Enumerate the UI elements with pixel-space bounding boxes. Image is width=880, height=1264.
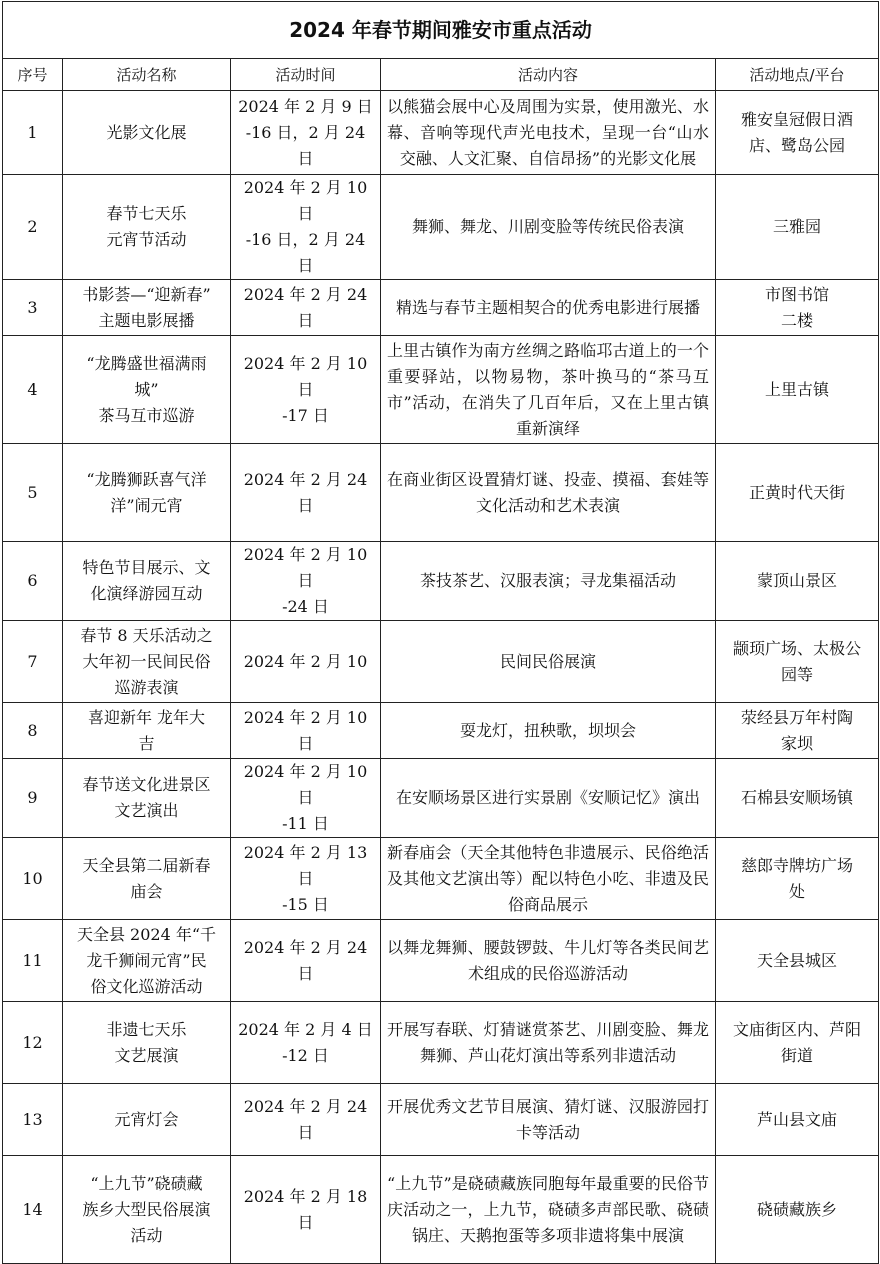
- cell-content: 新春庙会（天全其他特色非遗展示、民俗绝活及其他文艺演出等）配以特色小吃、非遗及民俗商品展示: [381, 838, 716, 920]
- name-line: 大年初一民间民俗: [82, 651, 211, 671]
- place-line: 颛顼广场、太极公: [733, 638, 862, 658]
- cell-place: [716, 621, 879, 703]
- cell-name: [63, 542, 231, 621]
- place-line: 二楼: [781, 310, 814, 330]
- cell-no: 3: [3, 280, 63, 336]
- time-line: -11 日: [282, 814, 329, 833]
- cell-name: [63, 444, 231, 542]
- cell-name: [63, 703, 231, 759]
- place-line: 街道: [781, 1045, 814, 1065]
- table-row: [3, 91, 879, 175]
- name-line: 非遗七天乐: [106, 1019, 187, 1039]
- cell-place: [716, 1002, 879, 1084]
- cell-content: 精选与春节主题相契合的优秀电影进行展播: [381, 280, 716, 336]
- time-line: 2024 年 2 月 24 日: [243, 1096, 368, 1142]
- name-line: 春节七天乐: [106, 204, 187, 223]
- cell-place: [716, 336, 879, 444]
- cell-name: [63, 1002, 231, 1084]
- cell-content: 民间民俗展演: [381, 621, 716, 703]
- header-place: 活动地点/平台: [716, 59, 879, 91]
- time-line: 2024 年 2 月 24 日: [243, 469, 368, 515]
- cell-no: 11: [3, 920, 63, 1002]
- cell-time: [231, 621, 381, 703]
- place-line: 石棉县安顺场镇: [741, 788, 854, 807]
- cell-name: [63, 1156, 231, 1264]
- header-content: 活动内容: [381, 59, 716, 91]
- place-line: 雅安皇冠假日酒: [741, 109, 854, 129]
- cell-name: [63, 920, 231, 1002]
- cell-no: 10: [3, 838, 63, 920]
- cell-no: 14: [3, 1156, 63, 1264]
- name-line: 吉: [138, 733, 155, 753]
- table-row: [3, 759, 879, 838]
- table-row: [3, 1156, 879, 1264]
- name-line: 春节 8 天乐活动之: [80, 625, 213, 645]
- place-line: 蒙顶山景区: [757, 571, 838, 590]
- cell-content: “上九节”是硗碛藏族同胞每年最重要的民俗节庆活动之一，上九节，硗碛多声部民歌、硗碛锅庄、天鹅抱蛋等多项非遗将集中展演: [381, 1156, 716, 1264]
- table-row: [3, 1002, 879, 1084]
- name-line: 天全县 2024 年“千: [76, 924, 217, 944]
- name-line: 喜迎新年 龙年大: [87, 707, 206, 727]
- cell-no: 7: [3, 621, 63, 703]
- cell-content: 以熊猫会展中心及周围为实景，使用激光、水幕、音响等现代声光电技术，呈现一台“山水交融、人文汇聚、自信昂扬”的光影文化展: [381, 91, 716, 175]
- name-line: 化演绎游园互动: [90, 584, 203, 603]
- cell-time: [231, 759, 381, 838]
- cell-no: 1: [3, 91, 63, 175]
- cell-name: [63, 336, 231, 444]
- cell-name: [63, 1084, 231, 1156]
- cell-name: [63, 838, 231, 920]
- place-line: 硗碛藏族乡: [757, 1199, 838, 1219]
- activities-table: [2, 1, 879, 1264]
- cell-time: [231, 1084, 381, 1156]
- name-line: 文艺演出: [114, 801, 179, 820]
- place-line: 园等: [781, 664, 814, 684]
- place-line: 慈郎寺牌坊广场: [741, 855, 854, 875]
- cell-place: [716, 703, 879, 759]
- name-line: 元宵灯会: [114, 1109, 179, 1129]
- name-line: 庙会: [130, 881, 163, 901]
- table-row: [3, 444, 879, 542]
- time-line: 2024 年 2 月 24 日: [243, 284, 368, 330]
- place-line: 荥经县万年村陶: [741, 707, 854, 727]
- time-line: 2024 年 2 月 13 日: [243, 842, 368, 888]
- cell-time: [231, 336, 381, 444]
- place-line: 正黄时代天街: [749, 482, 846, 502]
- table-title: 2024 年春节期间雅安市重点活动: [3, 2, 879, 59]
- table-row: [3, 175, 879, 280]
- cell-no: 8: [3, 703, 63, 759]
- cell-place: [716, 838, 879, 920]
- place-line: 家坝: [781, 733, 814, 753]
- name-line: 天全县第二届新春: [82, 855, 211, 875]
- cell-no: 12: [3, 1002, 63, 1084]
- time-line: 日: [297, 148, 314, 168]
- cell-name: [63, 175, 231, 280]
- place-line: 上里古镇: [765, 379, 830, 399]
- time-line: -12 日: [282, 1045, 329, 1065]
- cell-time: [231, 838, 381, 920]
- time-line: 2024 年 2 月 10: [243, 651, 368, 671]
- name-line: 特色节目展示、文: [82, 558, 211, 577]
- table-row: [3, 542, 879, 621]
- cell-time: [231, 1002, 381, 1084]
- header-no: 序号: [3, 59, 63, 91]
- place-line: 店、鹭岛公园: [749, 135, 846, 155]
- place-line: 天全县城区: [757, 950, 838, 970]
- cell-time: [231, 175, 381, 280]
- cell-time: [231, 542, 381, 621]
- cell-place: [716, 1084, 879, 1156]
- cell-content: 上里古镇作为南方丝绸之路临邛古道上的一个重要驿站，以物易物，茶叶换马的“茶马互市”活动，在消失了几百年后，又在上里古镇重新演绎: [381, 336, 716, 444]
- cell-place: [716, 542, 879, 621]
- cell-place: [716, 1156, 879, 1264]
- name-line: 光影文化展: [106, 122, 187, 142]
- cell-content: 以舞龙舞狮、腰鼓锣鼓、牛儿灯等各类民间艺术组成的民俗巡游活动: [381, 920, 716, 1002]
- header-time: 活动时间: [231, 59, 381, 91]
- cell-no: 5: [3, 444, 63, 542]
- cell-no: 6: [3, 542, 63, 621]
- cell-name: [63, 280, 231, 336]
- cell-name: [63, 91, 231, 175]
- cell-time: [231, 703, 381, 759]
- cell-name: [63, 759, 231, 838]
- name-line: 文艺展演: [114, 1045, 179, 1065]
- place-line: 处: [789, 881, 806, 901]
- cell-time: [231, 444, 381, 542]
- table-row: [3, 621, 879, 703]
- table-row: [3, 336, 879, 444]
- name-line: 城”: [134, 379, 159, 399]
- place-line: 文庙街区内、芦阳: [733, 1019, 862, 1039]
- time-line: 2024 年 2 月 10 日: [243, 353, 368, 399]
- cell-no: 2: [3, 175, 63, 280]
- name-line: 书影荟—“迎新春”: [82, 284, 211, 304]
- header-name: 活动名称: [63, 59, 231, 91]
- cell-no: 13: [3, 1084, 63, 1156]
- name-line: “上九节”硗碛藏: [90, 1173, 203, 1193]
- cell-content: 开展优秀文艺节目展演、猜灯谜、汉服游园打卡等活动: [381, 1084, 716, 1156]
- time-line: 2024 年 2 月 10 日: [243, 545, 368, 590]
- time-line: -15 日: [282, 894, 329, 914]
- time-line: -17 日: [282, 405, 329, 425]
- time-line: -16 日，2 月 24: [245, 122, 366, 142]
- name-line: 茶马互市巡游: [98, 405, 195, 425]
- time-line: 2024 年 2 月 10 日: [243, 707, 368, 753]
- name-line: 俗文化巡游活动: [90, 976, 203, 996]
- cell-name: [63, 621, 231, 703]
- cell-time: [231, 91, 381, 175]
- cell-place: [716, 920, 879, 1002]
- time-line: 2024 年 2 月 24 日: [243, 937, 368, 983]
- time-line: -16 日，2 月 24: [245, 230, 366, 249]
- cell-content: 在商业街区设置猜灯谜、投壶、摸福、套娃等文化活动和艺术表演: [381, 444, 716, 542]
- cell-content: 茶技茶艺、汉服表演；寻龙集福活动: [381, 542, 716, 621]
- name-line: 主题电影展播: [98, 310, 195, 330]
- name-line: 元宵节活动: [106, 230, 187, 249]
- cell-content: 在安顺场景区进行实景剧《安顺记忆》演出: [381, 759, 716, 838]
- cell-place: [716, 759, 879, 838]
- time-line: 2024 年 2 月 18 日: [243, 1186, 368, 1232]
- name-line: 龙千狮闹元宵”民: [86, 950, 207, 970]
- time-line: 2024 年 2 月 10 日: [243, 762, 368, 807]
- cell-place: [716, 91, 879, 175]
- time-line: -24 日: [282, 597, 329, 616]
- place-line: 芦山县文庙: [757, 1109, 838, 1129]
- name-line: 活动: [130, 1225, 163, 1245]
- cell-place: [716, 444, 879, 542]
- place-line: 市图书馆: [765, 284, 830, 304]
- cell-no: 4: [3, 336, 63, 444]
- cell-time: [231, 280, 381, 336]
- name-line: “龙腾盛世福满雨: [86, 353, 207, 373]
- cell-content: 耍龙灯，扭秧歌，坝坝会: [381, 703, 716, 759]
- time-line: 2024 年 2 月 4 日: [238, 1019, 373, 1039]
- place-line: 三雅园: [773, 217, 822, 236]
- table-row: [3, 920, 879, 1002]
- time-line: 2024 年 2 月 10 日: [243, 178, 368, 223]
- table-row: [3, 703, 879, 759]
- cell-content: 开展写春联、灯猜谜赏茶艺、川剧变脸、舞龙舞狮、芦山花灯演出等系列非遗活动: [381, 1002, 716, 1084]
- name-line: “龙腾狮跃喜气洋: [86, 469, 207, 489]
- table-row: [3, 838, 879, 920]
- cell-no: 9: [3, 759, 63, 838]
- name-line: 巡游表演: [114, 677, 179, 697]
- name-line: 洋”闹元宵: [110, 495, 183, 515]
- cell-place: [716, 280, 879, 336]
- table-row: [3, 1084, 879, 1156]
- name-line: 族乡大型民俗展演: [82, 1199, 211, 1219]
- name-line: 春节送文化进景区: [82, 775, 211, 794]
- time-line: 2024 年 2 月 9 日: [238, 96, 373, 116]
- cell-place: [716, 175, 879, 280]
- cell-content: 舞狮、舞龙、川剧变脸等传统民俗表演: [381, 175, 716, 280]
- table-body: [3, 91, 879, 1264]
- table-row: [3, 280, 879, 336]
- cell-time: [231, 920, 381, 1002]
- time-line: 日: [297, 256, 314, 275]
- cell-time: [231, 1156, 381, 1264]
